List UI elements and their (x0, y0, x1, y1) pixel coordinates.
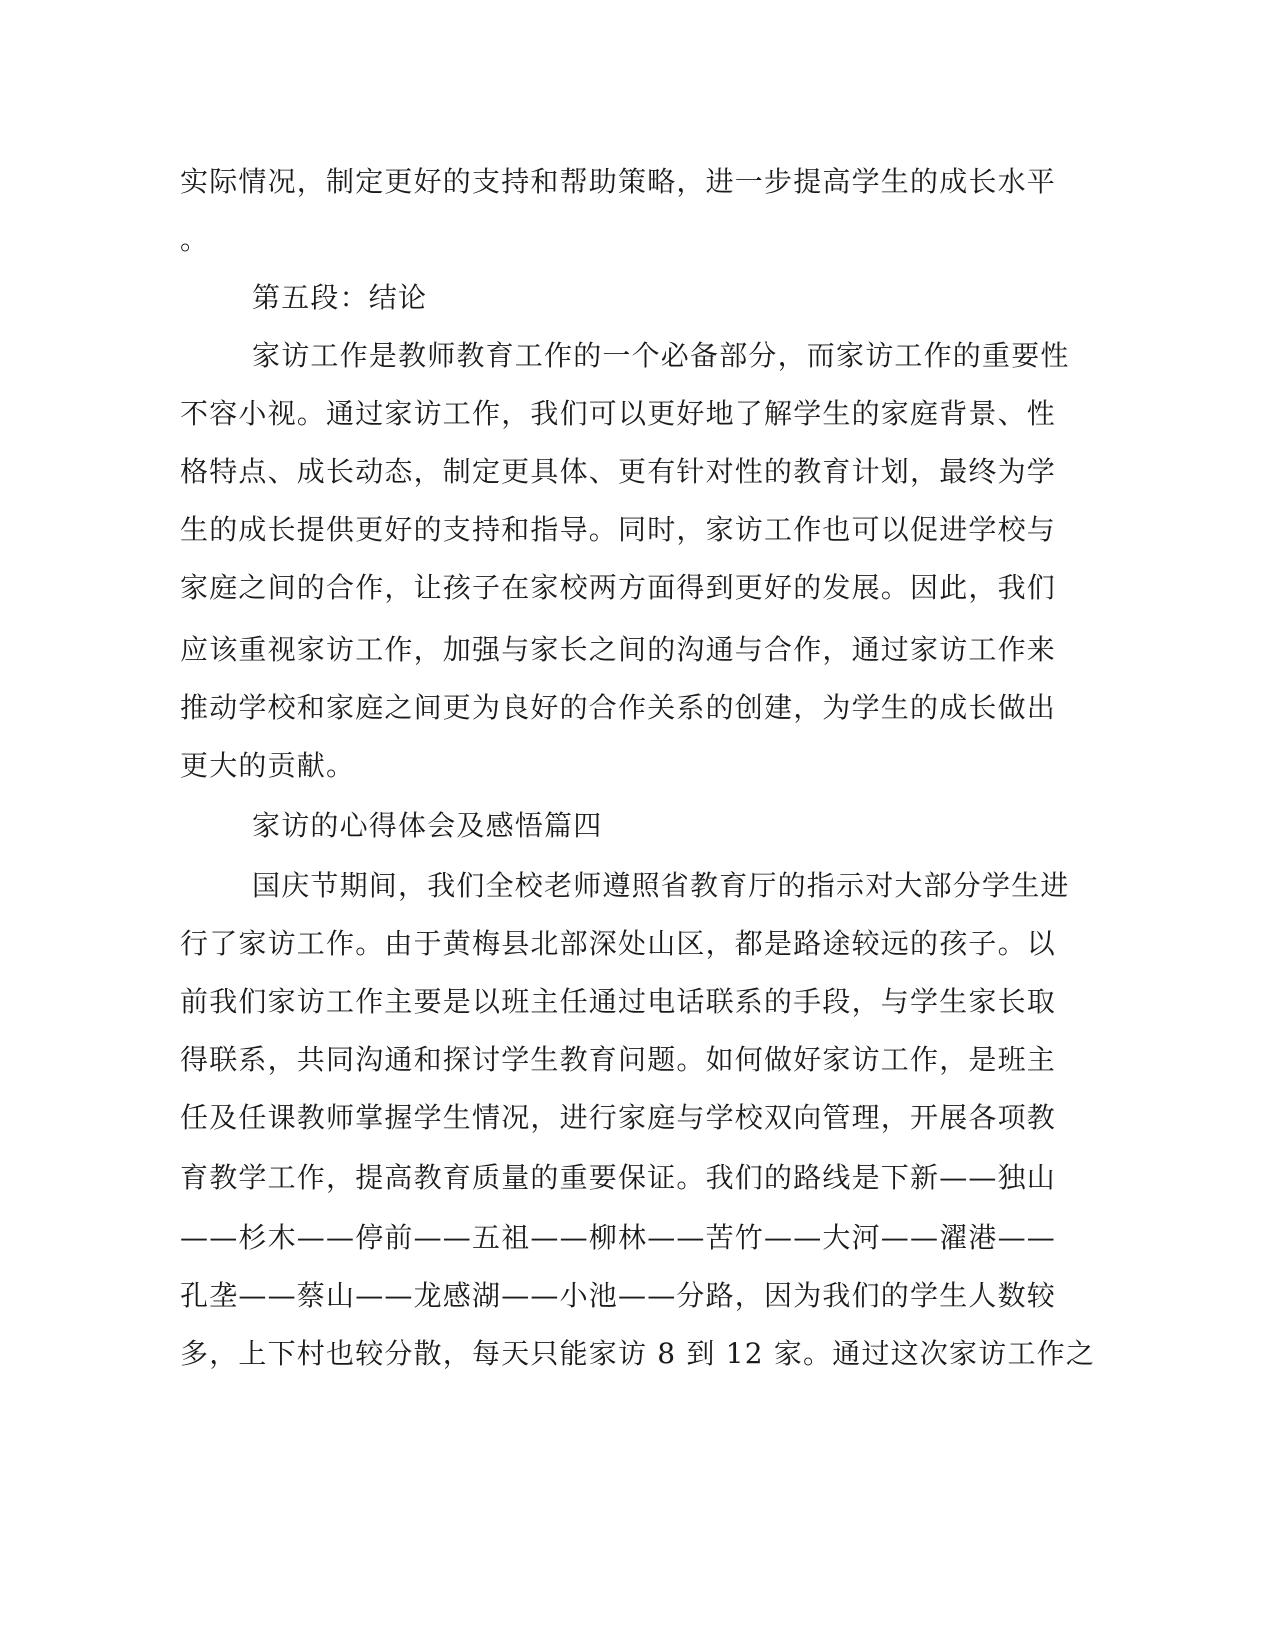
paragraph-line: 孔垄——蔡山——龙感湖——小池——分路，因为我们的学生人数较 (180, 1279, 1057, 1312)
section-heading: 家访的心得体会及感悟篇四 (252, 809, 603, 842)
paragraph-line: ——杉木——停前——五祖——柳林——苦竹——大河——濯港—— (180, 1221, 1057, 1254)
section-heading: 第五段：结论 (252, 281, 428, 314)
paragraph-line: 得联系，共同沟通和探讨学生教育问题。如何做好家访工作，是班主 (180, 1043, 1057, 1076)
paragraph-line: 多，上下村也较分散，每天只能家访 8 到 12 家。通过这次家访工作之 (180, 1337, 1096, 1370)
paragraph-line: 实际情况，制定更好的支持和帮助策略，进一步提高学生的成长水平 (180, 165, 1057, 198)
paragraph-line: 国庆节期间，我们全校老师遵照省教育厅的指示对大部分学生进 (252, 869, 1070, 902)
paragraph-line: 不容小视。通过家访工作，我们可以更好地了解学生的家庭背景、性 (180, 397, 1057, 430)
paragraph-line: 育教学工作，提高教育质量的重要保证。我们的路线是下新——独山 (180, 1161, 1057, 1194)
paragraph-line: 更大的贡献。 (180, 749, 356, 782)
paragraph-line: 行了家访工作。由于黄梅县北部深处山区，都是路途较远的孩子。以 (180, 927, 1057, 960)
paragraph-line: 家庭之间的合作，让孩子在家校两方面得到更好的发展。因此，我们 (180, 571, 1057, 604)
paragraph-line: 格特点、成长动态，制定更具体、更有针对性的教育计划，最终为学 (180, 455, 1057, 488)
paragraph-line: 家访工作是教师教育工作的一个必备部分，而家访工作的重要性 (252, 339, 1070, 372)
paragraph-line: 任及任课教师掌握学生情况，进行家庭与学校双向管理，开展各项教 (180, 1101, 1057, 1134)
paragraph-line: 推动学校和家庭之间更为良好的合作关系的创建，为学生的成长做出 (180, 691, 1057, 724)
paragraph-line: 应该重视家访工作，加强与家长之间的沟通与合作，通过家访工作来 (180, 633, 1057, 666)
paragraph-line: 前我们家访工作主要是以班主任通过电话联系的手段，与学生家长取 (180, 985, 1057, 1018)
paragraph-line: 。 (180, 223, 210, 256)
paragraph-line: 生的成长提供更好的支持和指导。同时，家访工作也可以促进学校与 (180, 513, 1057, 546)
